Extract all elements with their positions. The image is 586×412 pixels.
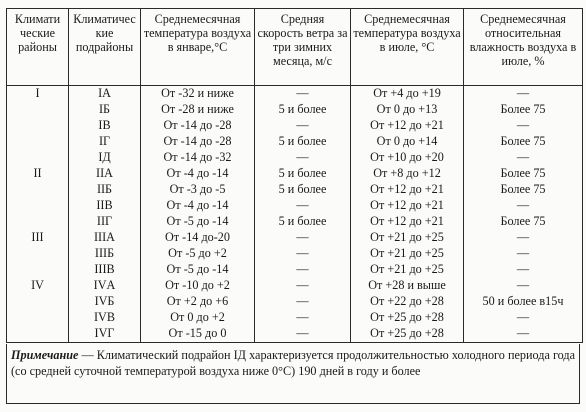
cell-january-temp: От +2 до +6 [141, 294, 255, 310]
cell-july-temp: От 0 до +14 [351, 134, 464, 150]
cell-january-temp: От -14 до -28 [141, 118, 255, 134]
cell-january-temp: От -3 до -5 [141, 182, 255, 198]
cell-july-temp: От +25 до +28 [351, 326, 464, 343]
cell-july-temp: От +21 до +25 [351, 230, 464, 246]
cell-wind-speed: — [255, 294, 351, 310]
cell-july-temp: От +25 до +28 [351, 310, 464, 326]
cell-region: III [7, 230, 69, 246]
table-row [7, 150, 583, 166]
cell-subregion: IIГ [69, 214, 141, 230]
cell-region [7, 102, 69, 118]
cell-subregion: IVВ [69, 310, 141, 326]
cell-region [7, 214, 69, 230]
cell-wind-speed: 5 и более [255, 214, 351, 230]
cell-january-temp: От -14 до-20 [141, 230, 255, 246]
cell-july-temp: От +12 до +21 [351, 182, 464, 198]
cell-humidity: Более 75 [464, 134, 583, 150]
cell-humidity: Более 75 [464, 182, 583, 198]
cell-region [7, 134, 69, 150]
cell-humidity: — [464, 246, 583, 262]
cell-january-temp: От -14 до -28 [141, 134, 255, 150]
header-climate-region: Климати ческие районы [7, 9, 69, 86]
header-row [7, 9, 583, 86]
cell-july-temp: От +12 до +21 [351, 198, 464, 214]
cell-region [7, 262, 69, 278]
cell-january-temp: От -5 до -14 [141, 262, 255, 278]
cell-wind-speed: — [255, 198, 351, 214]
table-note [6, 344, 580, 404]
table-row [7, 278, 583, 294]
cell-july-temp: От +8 до +12 [351, 166, 464, 182]
table-row [7, 294, 583, 310]
cell-humidity: — [464, 278, 583, 294]
cell-humidity: — [464, 86, 583, 103]
cell-wind-speed: — [255, 278, 351, 294]
cell-wind-speed: — [255, 326, 351, 343]
cell-subregion: IVБ [69, 294, 141, 310]
cell-region: IV [7, 278, 69, 294]
table-row [7, 246, 583, 262]
cell-subregion: IIА [69, 166, 141, 182]
cell-july-temp: От +4 до +19 [351, 86, 464, 103]
cell-wind-speed: — [255, 118, 351, 134]
cell-subregion: IIБ [69, 182, 141, 198]
table-body [7, 86, 583, 343]
table-row [7, 214, 583, 230]
cell-humidity: Более 75 [464, 166, 583, 182]
cell-january-temp: От -32 и ниже [141, 86, 255, 103]
cell-july-temp: От 0 до +13 [351, 102, 464, 118]
cell-july-temp: От +21 до +25 [351, 262, 464, 278]
cell-july-temp: От +21 до +25 [351, 246, 464, 262]
cell-subregion: IА [69, 86, 141, 103]
cell-subregion: IД [69, 150, 141, 166]
cell-subregion: IIIА [69, 230, 141, 246]
note-text: — Климатический подрайон IД характеризуется продолжительностью холодного периода года (со средней суточной температурой воздуха ниже 0°С) 190 дней в году и более [11, 348, 575, 378]
cell-wind-speed: — [255, 150, 351, 166]
header-wind-speed: Средняя скорость ветра за три зимних месяца, м/с [255, 9, 351, 86]
cell-january-temp: От -5 до -14 [141, 214, 255, 230]
cell-wind-speed: — [255, 86, 351, 103]
cell-subregion: IIIБ [69, 246, 141, 262]
cell-humidity: — [464, 198, 583, 214]
cell-january-temp: От -4 до -14 [141, 198, 255, 214]
cell-humidity: 50 и более в15ч [464, 294, 583, 310]
cell-wind-speed: — [255, 310, 351, 326]
table-row [7, 310, 583, 326]
note-label: Примечание [11, 348, 79, 362]
cell-wind-speed: — [255, 246, 351, 262]
cell-region [7, 182, 69, 198]
cell-region [7, 150, 69, 166]
cell-subregion: IВ [69, 118, 141, 134]
cell-humidity: — [464, 230, 583, 246]
cell-january-temp: От -4 до -14 [141, 166, 255, 182]
cell-january-temp: От -5 до +2 [141, 246, 255, 262]
cell-july-temp: От +12 до +21 [351, 214, 464, 230]
cell-region [7, 198, 69, 214]
cell-region [7, 326, 69, 343]
header-climate-subregion: Климатичес кие подрайоны [69, 9, 141, 86]
cell-region: I [7, 86, 69, 103]
cell-subregion: IIIВ [69, 262, 141, 278]
cell-january-temp: От -14 до -32 [141, 150, 255, 166]
cell-region [7, 118, 69, 134]
cell-humidity: — [464, 150, 583, 166]
cell-wind-speed: — [255, 262, 351, 278]
cell-humidity: — [464, 326, 583, 343]
climate-table [6, 8, 583, 343]
cell-humidity: — [464, 262, 583, 278]
cell-humidity: — [464, 310, 583, 326]
cell-january-temp: От 0 до +2 [141, 310, 255, 326]
cell-wind-speed: 5 и более [255, 102, 351, 118]
header-july-humidity: Среднемесячная относительная влажность воздуха в июле, % [464, 9, 583, 86]
cell-wind-speed: 5 и более [255, 166, 351, 182]
cell-subregion: IVА [69, 278, 141, 294]
cell-region [7, 246, 69, 262]
cell-wind-speed: — [255, 230, 351, 246]
cell-subregion: IVГ [69, 326, 141, 343]
table-row [7, 118, 583, 134]
table-row [7, 182, 583, 198]
cell-wind-speed: 5 и более [255, 134, 351, 150]
cell-humidity: — [464, 118, 583, 134]
table-row [7, 102, 583, 118]
cell-january-temp: От -28 и ниже [141, 102, 255, 118]
cell-region [7, 310, 69, 326]
table-row [7, 326, 583, 343]
cell-wind-speed: 5 и более [255, 182, 351, 198]
cell-region [7, 294, 69, 310]
cell-subregion: IIВ [69, 198, 141, 214]
table-row [7, 262, 583, 278]
cell-subregion: IГ [69, 134, 141, 150]
cell-humidity: Более 75 [464, 102, 583, 118]
cell-july-temp: От +12 до +21 [351, 118, 464, 134]
table-row [7, 198, 583, 214]
cell-july-temp: От +28 и выше [351, 278, 464, 294]
table-row [7, 86, 583, 103]
header-july-temperature: Среднемесячная температура воздуха в июле, °С [351, 9, 464, 86]
cell-july-temp: От +22 до +28 [351, 294, 464, 310]
cell-region: II [7, 166, 69, 182]
table-row [7, 166, 583, 182]
header-january-temperature: Среднемесячная температура воздуха в январе,°С [141, 9, 255, 86]
table-row [7, 134, 583, 150]
cell-january-temp: От -10 до +2 [141, 278, 255, 294]
table-row [7, 230, 583, 246]
cell-january-temp: От -15 до 0 [141, 326, 255, 343]
cell-july-temp: От +10 до +20 [351, 150, 464, 166]
table-header [7, 9, 583, 86]
cell-humidity: Более 75 [464, 214, 583, 230]
cell-subregion: IБ [69, 102, 141, 118]
